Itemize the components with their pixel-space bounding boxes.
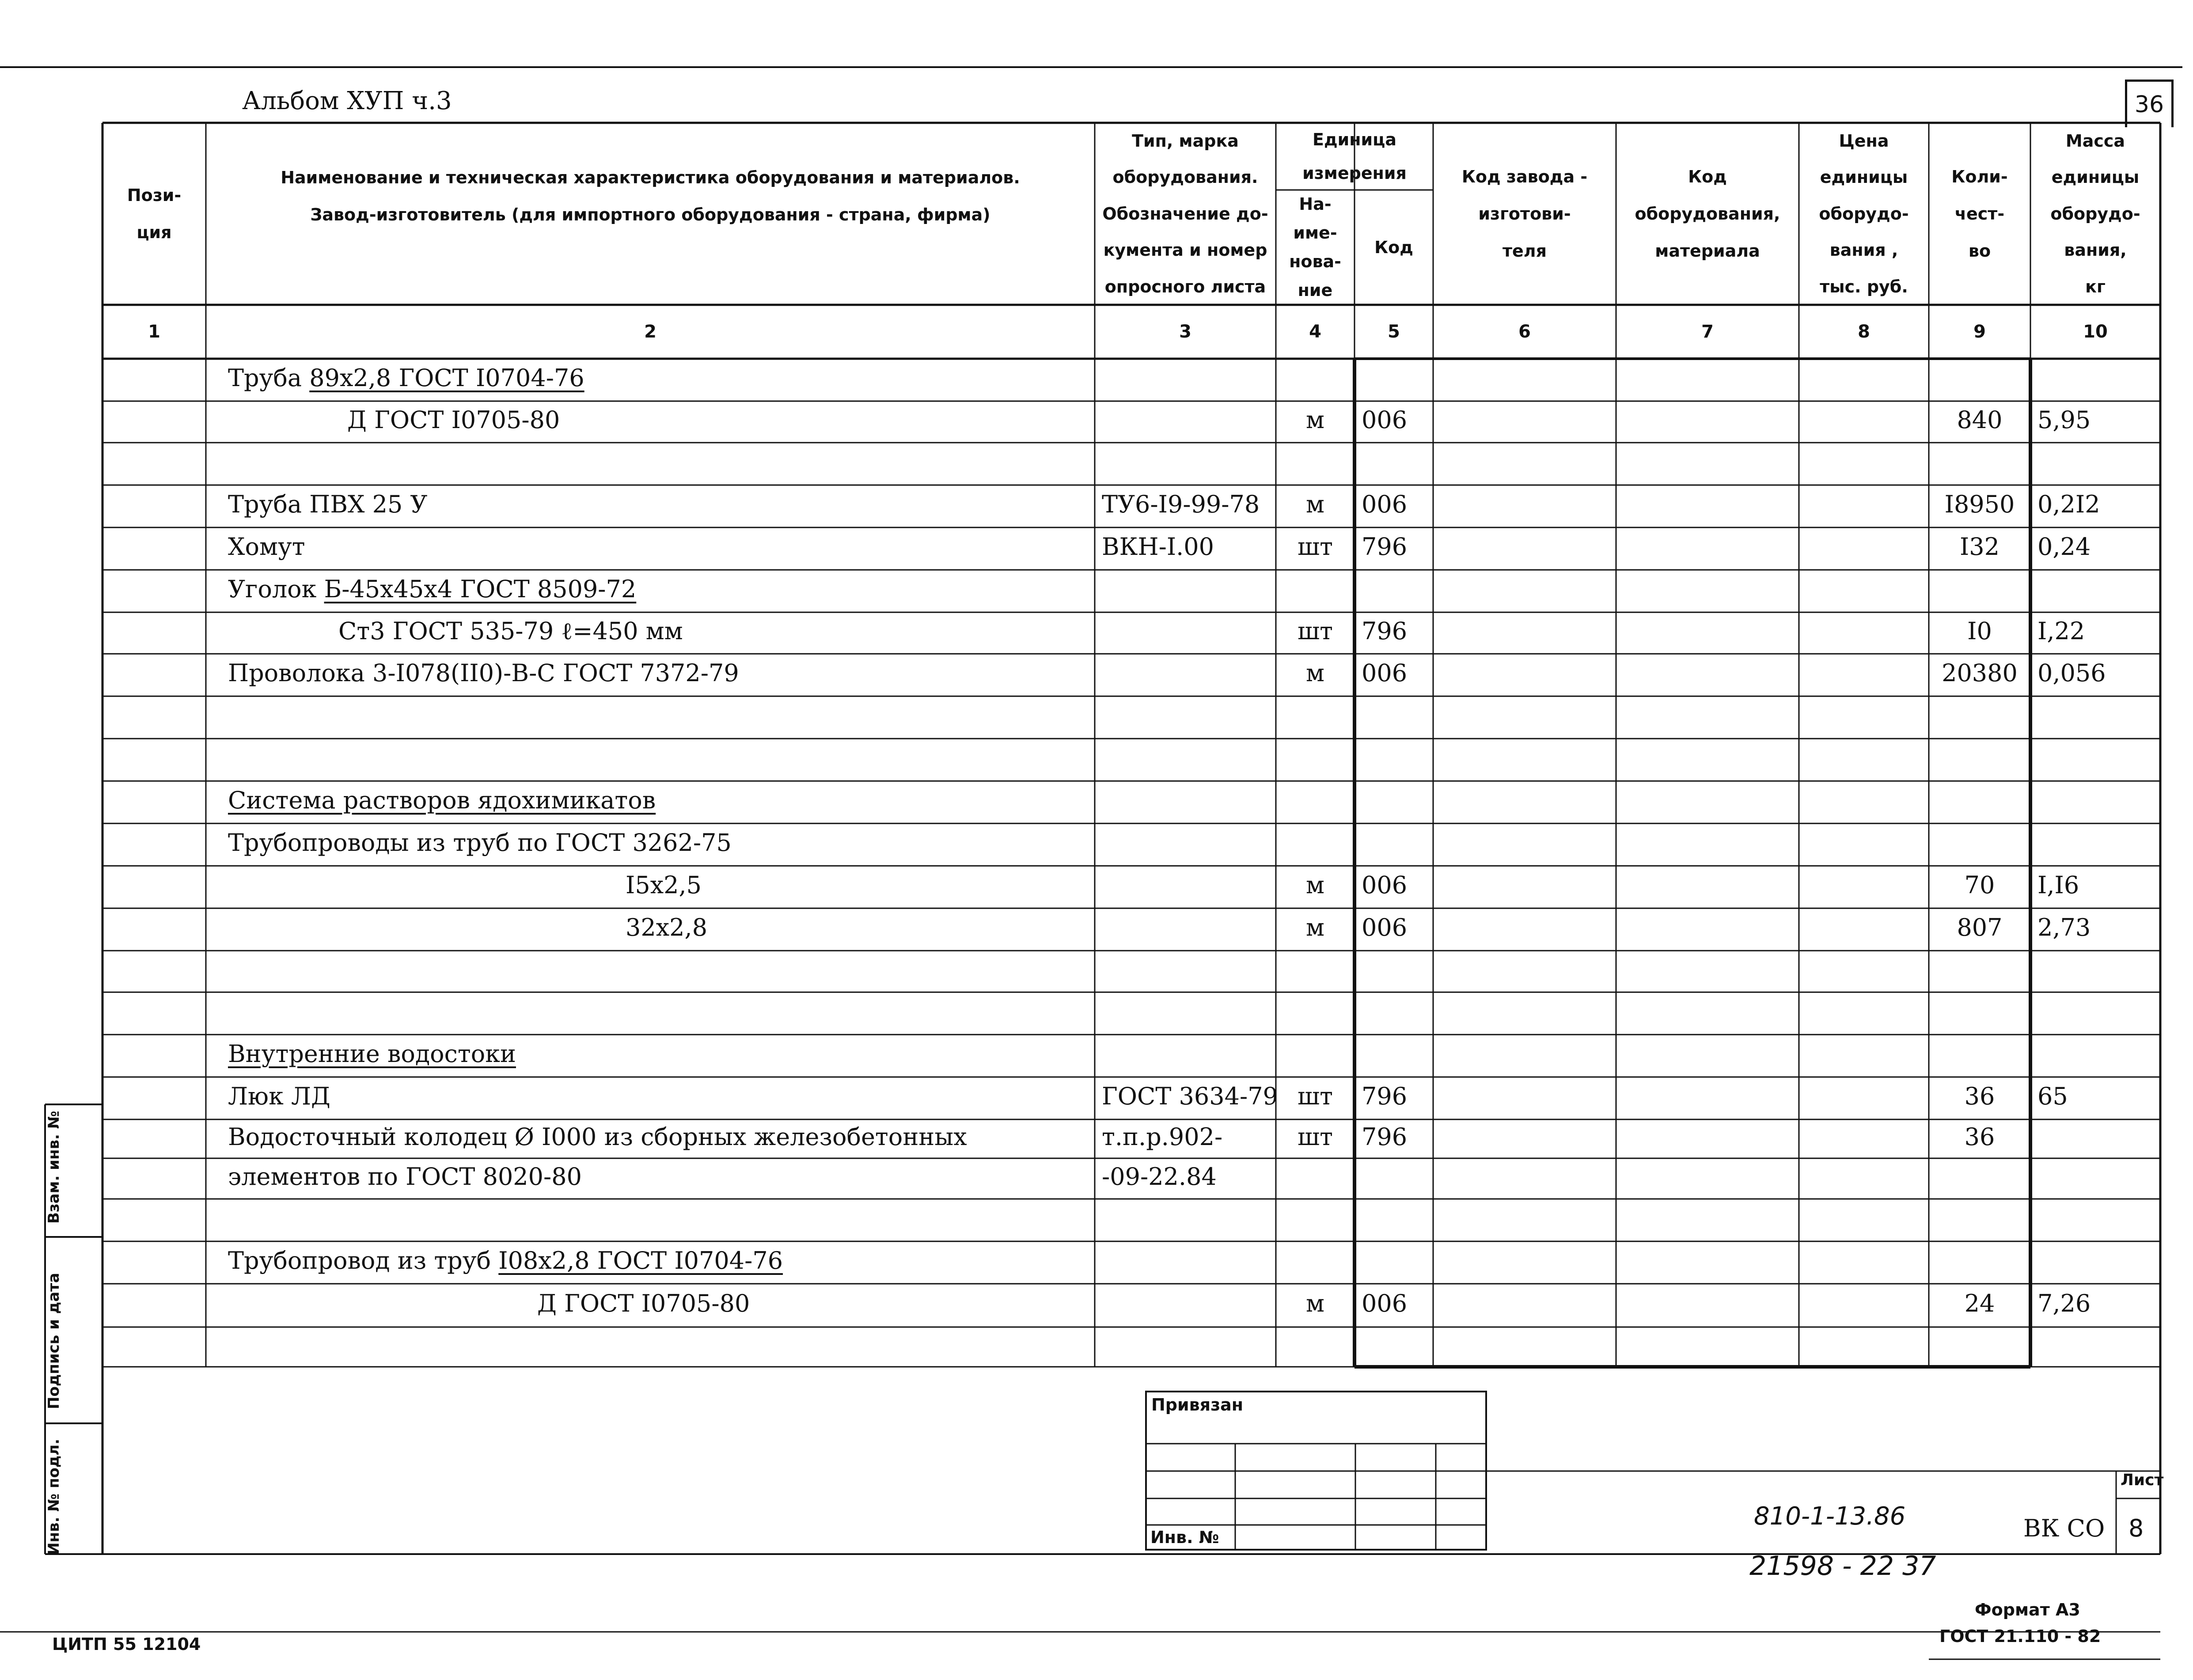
stamp-sheet-number: 8 (2128, 1514, 2144, 1542)
item-code: 006 (1362, 406, 1408, 434)
item-name: Проволока 3-I078(II0)-В-С ГОСТ 7372-79 (228, 659, 739, 687)
column-number: 2 (644, 322, 656, 342)
header-text: ция (137, 223, 172, 242)
item-code: 796 (1362, 533, 1408, 561)
item-mass: 0,24 (2037, 533, 2091, 561)
standard-label: ГОСТ 21.110 - 82 (1939, 1627, 2101, 1646)
column-number: 9 (1973, 322, 1986, 342)
column-number: 6 (1518, 322, 1531, 342)
item-name: Уголок Б-45х45х4 ГОСТ 8509-72 (228, 575, 637, 603)
item-name: Люк ЛД (228, 1082, 330, 1110)
column-number: 7 (1701, 322, 1714, 342)
stamp-doc-code: 810-1-13.86 (1754, 1502, 1906, 1531)
page-number: 36 (2125, 80, 2174, 127)
side-label-zam-inv: Взам. инв. № (45, 1111, 63, 1224)
item-unit: шт (1297, 533, 1333, 561)
item-type: ТУ6-I9-99-78 (1102, 490, 1260, 518)
header-text: единицы (2051, 167, 2140, 187)
column-number: 8 (1858, 322, 1870, 342)
header-text: Единица (1313, 130, 1396, 149)
item-quantity: 36 (1964, 1123, 1995, 1151)
item-name: Труба ПВХ 25 У (228, 490, 428, 518)
item-mass: 7,26 (2037, 1289, 2091, 1317)
header-text: Завод-изготовитель (для импортного оборудования - страна, фирма) (310, 205, 990, 224)
header-text: Пози- (127, 186, 182, 205)
header-text: Код (1374, 238, 1413, 257)
stamp-section: ВК СО (2023, 1514, 2105, 1542)
side-label-podpis: Подпись и дата (45, 1273, 63, 1409)
header-text: оборудо- (2050, 204, 2140, 224)
header-text: нова- (1289, 252, 1341, 271)
item-name: Хомут (228, 533, 305, 561)
item-name: Д ГОСТ I0705-80 (347, 406, 560, 434)
item-type: ГОСТ 3634-79 (1102, 1082, 1278, 1110)
item-code: 006 (1362, 1289, 1408, 1317)
header-text: оборудо- (1819, 204, 1909, 224)
item-unit: м (1305, 659, 1324, 687)
header-text: оборудования. (1112, 167, 1258, 187)
header-text: теля (1502, 241, 1547, 261)
header-text: Обозначение до- (1102, 204, 1268, 224)
item-quantity: I32 (1959, 533, 2000, 561)
album-title: Альбом ХУП ч.3 (242, 87, 452, 115)
item-code: 006 (1362, 659, 1408, 687)
item-mass: 5,95 (2037, 406, 2091, 434)
item-unit: шт (1297, 1082, 1333, 1110)
item-name: Трубопровод из труб I08х2,8 ГОСТ I0704-76 (228, 1247, 783, 1274)
item-quantity: I8950 (1944, 490, 2015, 518)
item-unit: шт (1297, 617, 1333, 645)
header-text: Тип, марка (1132, 131, 1239, 151)
header-text: вания, (2064, 240, 2127, 260)
stamp-privyazan: Привязан (1151, 1395, 1244, 1415)
header-text: На- (1299, 194, 1332, 214)
item-quantity: 36 (1964, 1082, 1995, 1110)
header-text: Код (1688, 167, 1727, 186)
column-number: 1 (148, 322, 160, 342)
header-text: материала (1655, 241, 1760, 261)
header-text: ние (1298, 281, 1333, 300)
item-unit: м (1305, 914, 1324, 941)
org-code: ЦИТП 55 12104 (52, 1634, 201, 1654)
item-type: ВКН-I.00 (1102, 533, 1214, 561)
item-type: -09-22.84 (1102, 1163, 1217, 1191)
item-quantity: 20380 (1942, 659, 2018, 687)
header-text: име- (1293, 223, 1337, 243)
item-name: Водосточный колодец Ø I000 из сборных железобетонных (228, 1123, 967, 1151)
item-mass: 0,056 (2037, 659, 2106, 687)
item-mass: 0,2I2 (2037, 490, 2100, 518)
item-name: Д ГОСТ I0705-80 (537, 1289, 750, 1317)
column-number: 3 (1179, 322, 1191, 342)
item-type: т.п.р.902- (1102, 1123, 1223, 1151)
item-code: 006 (1362, 490, 1408, 518)
item-unit: шт (1297, 1123, 1333, 1151)
item-name: Труба 89х2,8 ГОСТ I0704-76 (228, 364, 584, 392)
stamp-inv: Инв. № (1150, 1528, 1219, 1547)
item-unit: м (1305, 490, 1324, 518)
header-text: во (1968, 241, 1991, 261)
item-code: 006 (1362, 871, 1408, 899)
stamp-sheet-label: Лист (2121, 1471, 2164, 1489)
header-text: вания , (1829, 240, 1898, 260)
item-code: 796 (1362, 617, 1408, 645)
item-quantity: 840 (1957, 406, 2003, 434)
header-text: измерения (1302, 163, 1407, 183)
header-text: оборудования, (1635, 204, 1780, 224)
header-text: Код завода - (1461, 167, 1588, 186)
header-text: изготови- (1478, 204, 1571, 224)
item-code: 796 (1362, 1082, 1408, 1110)
item-mass: I,I6 (2037, 871, 2079, 899)
item-unit: м (1305, 871, 1324, 899)
item-unit: м (1305, 406, 1324, 434)
item-unit: м (1305, 1289, 1324, 1317)
item-name: Внутренние водостоки (228, 1040, 516, 1068)
header-text: чест- (1954, 204, 2005, 224)
side-label-inv-podl: Инв. № подл. (45, 1438, 63, 1555)
item-mass: 2,73 (2037, 914, 2091, 941)
header-text: тыс. руб. (1820, 277, 1908, 296)
header-text: Масса (2065, 131, 2125, 151)
item-name: 32х2,8 (626, 914, 708, 941)
column-number: 10 (2083, 322, 2108, 342)
item-name: I5х2,5 (626, 871, 702, 899)
item-mass: 65 (2037, 1082, 2068, 1110)
column-number: 5 (1388, 322, 1400, 342)
header-text: Коли- (1951, 167, 2008, 186)
header-text: Цена (1839, 131, 1889, 151)
item-name: Ст3 ГОСТ 535-79 ℓ=450 мм (338, 617, 683, 645)
header-text: единицы (1820, 167, 1908, 187)
item-quantity: 70 (1964, 871, 1995, 899)
header-text: кг (2085, 277, 2106, 296)
item-code: 006 (1362, 914, 1408, 941)
item-name: Система растворов ядохимикатов (228, 786, 656, 814)
item-name: элементов по ГОСТ 8020-80 (228, 1163, 582, 1191)
item-quantity: I0 (1967, 617, 1992, 645)
column-number: 4 (1309, 322, 1321, 342)
item-quantity: 24 (1964, 1289, 1995, 1317)
item-mass: I,22 (2037, 617, 2085, 645)
header-text: опросного листа (1104, 277, 1266, 296)
format-label: Формат А3 (1975, 1600, 2080, 1619)
header-text: Наименование и техническая характеристика оборудования и материалов. (281, 168, 1020, 187)
item-code: 796 (1362, 1123, 1408, 1151)
item-name: Трубопроводы из труб по ГОСТ 3262-75 (228, 829, 732, 857)
header-text: кумента и номер (1103, 240, 1267, 260)
handwritten-number: 21598 - 22 37 (1749, 1551, 1936, 1581)
item-quantity: 807 (1957, 914, 2003, 941)
